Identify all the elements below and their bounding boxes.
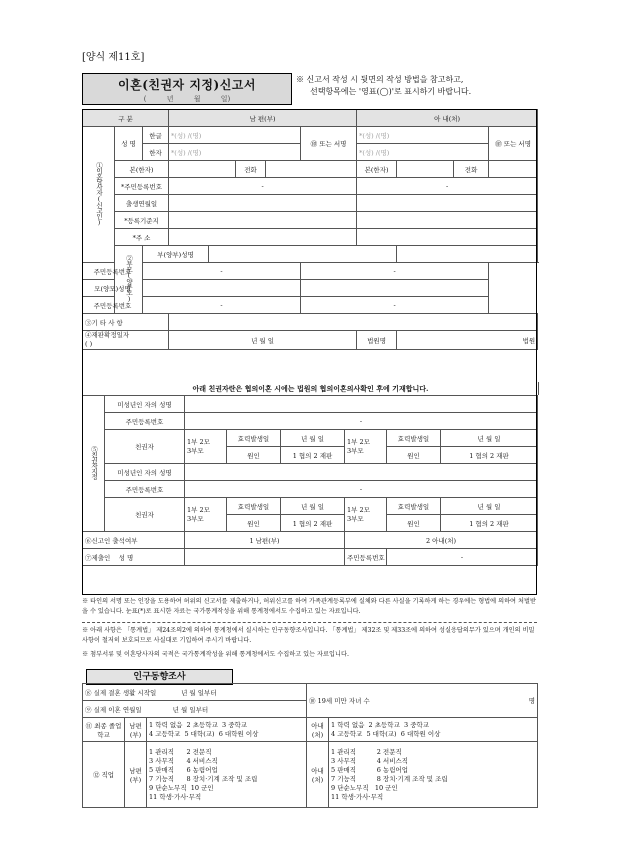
education-label: ⑪ 최종 졸업학교 (83, 718, 125, 742)
form-number: [양식 제11호] (82, 52, 145, 63)
court-name-label: 법원명 (357, 331, 397, 350)
custodian2-cause-label-a: 원인 (227, 515, 281, 532)
education-wife-label: 아내(처) (307, 718, 329, 742)
attendance-label: ⑥신고인 출석여부 (83, 532, 185, 549)
education-husband-options[interactable]: 1 학력 없음 2 초등학교 3 중학교 4 고등학교 5 대학(교) 6 대학원 이상 (147, 718, 307, 742)
custodian1-cause-label-a: 원인 (227, 447, 281, 464)
main-form-table (82, 109, 538, 350)
custodian2-effective-label-a: 효력발생일 (227, 498, 281, 515)
minor1-rrn-field[interactable]: - (185, 413, 538, 430)
name-label: 성 명 (115, 127, 143, 161)
address-label: *주 소 (115, 229, 169, 246)
wife-name-hanja-field[interactable]: *(성) /(명) (357, 144, 489, 161)
header-category: 구 분 (83, 110, 169, 127)
wife-address-field[interactable] (357, 229, 538, 246)
wife-mother-field[interactable] (301, 280, 489, 297)
judgment-date-field[interactable]: 년 월 일 (169, 331, 357, 350)
wife-phone-field[interactable] (489, 161, 538, 178)
judgment-date-label: ④재판확정일자 ( ) (83, 331, 169, 350)
custody-table (82, 395, 538, 566)
husband-origin-field[interactable] (169, 161, 236, 178)
wife-name-hangul-field[interactable]: *(성) /(명) (357, 127, 489, 144)
header-wife: 아 내(처) (357, 110, 538, 127)
wife-birth-field[interactable] (357, 195, 538, 212)
father-rrn-label: 주민등록번호 (83, 263, 143, 280)
notice-line-1: ※ 신고서 작성 시 뒷면의 작성 방법을 참고하고, (296, 75, 464, 84)
custodian2-label: 친권자 (105, 498, 185, 532)
submitter-rrn-field[interactable]: - (387, 549, 538, 566)
custodian1-cause-label-b: 원인 (387, 447, 441, 464)
divorce-date-row[interactable]: ⑨ 실제 이혼 연월일 년 월 일부터 (83, 701, 307, 718)
rrn-label: *주민등록번호 (115, 178, 169, 195)
wife-father-field[interactable] (397, 246, 538, 263)
husband-rrn-field[interactable]: - (169, 178, 357, 195)
minor2-rrn-label: 주민등록번호 (105, 481, 185, 498)
husband-father-field[interactable] (209, 246, 397, 263)
origin-label: 본(한자) (115, 161, 169, 178)
occupation-label: ⑫ 직업 (83, 742, 125, 808)
header-husband: 남 편(부) (169, 110, 357, 127)
father-label: 부(양부)성명 (143, 246, 209, 263)
hanja-label: 한자 (143, 144, 169, 161)
other-matters-field[interactable] (169, 314, 538, 331)
custodian1-options-b[interactable]: 1부 2모 3부모 (345, 430, 387, 464)
custodian2-options-a[interactable]: 1부 2모 3부모 (185, 498, 227, 532)
husband-mother-field[interactable] (143, 280, 301, 297)
footnote-1: ※ 타인의 서명 또는 인장을 도용하여 허위의 신고서를 제출하거나, 허위신고를 하여 가족관계등록부에 실체와 다른 사실을 기록하게 하는 경우에는 형법에 의하여 처벌받을 수 있습니다. 눈표(*)로 표시한 자료는 국가통계작성을 위해 통계청에서도 수집하고 있는 자료입니다. (82, 598, 536, 615)
husband-phone-field[interactable] (266, 161, 357, 178)
custodian2-options-b[interactable]: 1부 2모 3부모 (345, 498, 387, 532)
census-title: 인구동향조사 (86, 669, 233, 685)
reg-base-label: *등록기준지 (115, 212, 169, 229)
custodian1-effective-label-a: 효력발생일 (227, 430, 281, 447)
husband-reg-base-field[interactable] (169, 212, 357, 229)
occupation-husband-options[interactable]: 1 관리직 2 전문직 3 사무직 4 서비스직 5 판매직 6 농림어업 7 기능직 8 장치·기계 조작 및 조립 9 단순노무직 10 군인 11 학생·가사·무직 (147, 742, 307, 808)
occupation-wife-label: 아내(처) (307, 742, 329, 808)
education-husband-label: 남편(부) (125, 718, 147, 742)
minor2-rrn-field[interactable]: - (185, 481, 538, 498)
custody-banner: 아래 친권자란은 협의이혼 시에는 법원의 협의이혼의사확인 후에 기재합니다. (82, 382, 539, 395)
section-2-label: ②부모(양부모) (115, 246, 143, 314)
census-table (82, 683, 538, 808)
cut-line (82, 622, 537, 623)
custodian2-cause-b[interactable]: 1 협의 2 재판 (441, 515, 538, 532)
notice-line-2: 선택항목에는 '영표(◯)'로 표시하기 바랍니다. (310, 87, 472, 96)
custodian1-date-a[interactable]: 년 월 일 (281, 430, 345, 447)
form-date-line: ( 년 월 일) (143, 95, 231, 103)
husband-birth-field[interactable] (169, 195, 357, 212)
husband-name-hangul-field[interactable]: *(성) /(명) (169, 127, 301, 144)
custodian2-cause-label-b: 원인 (387, 515, 441, 532)
custodian2-date-a[interactable]: 년 월 일 (281, 498, 345, 515)
instruction-notice (296, 74, 546, 98)
minor1-name-label: 미성년인 자의 성명 (105, 396, 185, 413)
custodian2-effective-label-b: 효력발생일 (387, 498, 441, 515)
wife-father-rrn-field[interactable]: - (301, 263, 489, 280)
husband-address-field[interactable] (169, 229, 357, 246)
husband-mother-rrn-field[interactable]: - (143, 297, 301, 314)
submitter-rrn-label: 주민등록번호 (345, 549, 387, 566)
wife-mother-rrn-field[interactable]: - (301, 297, 489, 314)
mother-label: 모(양모)성명 (83, 280, 143, 297)
husband-phone-label: 전화 (236, 161, 266, 178)
custodian2-cause-a[interactable]: 1 협의 2 재판 (281, 515, 345, 532)
wife-phone-label: 전화 (454, 161, 489, 178)
section-1-label: ①이혼당사자(신고인) (83, 127, 115, 263)
minor1-name-field[interactable] (185, 396, 538, 413)
attendance-wife-option[interactable]: 2 아내(처) (345, 532, 538, 549)
custodian1-cause-b[interactable]: 1 협의 2 재판 (441, 447, 538, 464)
custodian1-date-b[interactable]: 년 월 일 (441, 430, 538, 447)
birth-label: 출생연월일 (115, 195, 169, 212)
court-field[interactable]: 법원 (397, 331, 538, 350)
children-count-row[interactable]: ⑩ 19세 미만 자녀 수 명 (307, 684, 538, 718)
occupation-husband-label: 남편(부) (125, 742, 147, 808)
marriage-start-row[interactable]: ⑧ 실제 결혼 생활 시작일 년 월 일부터 (83, 684, 307, 701)
other-matters-label: ③기 타 사 항 (83, 314, 169, 331)
wife-origin-label: 본(한자) (357, 161, 397, 178)
education-wife-options[interactable]: 1 학력 없음 2 초등학교 3 중학교 4 고등학교 5 대학(교) 6 대학원 이상 (329, 718, 538, 742)
attendance-husband-option[interactable]: 1 남편(부) (185, 532, 345, 549)
wife-reg-base-field[interactable] (357, 212, 538, 229)
hangul-label: 한글 (143, 127, 169, 144)
mother-rrn-label: 주민등록번호 (83, 297, 143, 314)
custodian1-effective-label-b: 효력발생일 (387, 430, 441, 447)
title-box (82, 73, 292, 105)
footnote-2: ※ 아래 사항은 「통계법」 제24조의2에 의하여 통계청에서 실시하는 인구동향조사입니다. 「통계법」 제32조 및 제33조에 의하여 성실응답의무가 있으며 개인의 비밀사항이 철저히 보호되므로 사실대로 기입하여 주시기 바랍니다. (82, 627, 535, 644)
custodian1-cause-a[interactable]: 1 협의 2 재판 (281, 447, 345, 464)
minor1-rrn-label: 주민등록번호 (105, 413, 185, 430)
occupation-wife-options[interactable]: 1 관리직 2 전문직 3 사무직 4 서비스직 5 판매직 6 농림어업 7 기능직 8 장치·기계 조작 및 조립 9 단순노무직 10 군인 11 학생·가사·무직 (329, 742, 538, 808)
wife-origin-field[interactable] (397, 161, 454, 178)
custodian1-options-a[interactable]: 1부 2모 3부모 (185, 430, 227, 464)
wife-rrn-field[interactable]: - (357, 178, 538, 195)
submitter-name-field[interactable] (185, 549, 345, 566)
wife-seal-field[interactable]: ㊞ 또는 서명 (489, 127, 538, 161)
section-5-label: ⑤친권자지정 (83, 396, 105, 532)
footnote-3: ※ 첨부서류 및 이혼당사자의 국적은 국가통계작성을 위해 통계청에서도 수집하고 있는 자료입니다. (82, 651, 349, 658)
submitter-label: ⑦제출인 성 명 (83, 549, 185, 566)
custodian1-label: 친권자 (105, 430, 185, 464)
husband-seal-field[interactable]: ㊞ 또는 서명 (301, 127, 357, 161)
husband-father-rrn-field[interactable]: - (143, 263, 301, 280)
custodian2-date-b[interactable]: 년 월 일 (441, 498, 538, 515)
minor2-name-field[interactable] (185, 464, 538, 481)
form-title: 이혼(친권자 지정)신고서 (118, 78, 256, 92)
minor2-name-label: 미성년인 자의 성명 (105, 464, 185, 481)
husband-name-hanja-field[interactable]: *(성) /(명) (169, 144, 301, 161)
